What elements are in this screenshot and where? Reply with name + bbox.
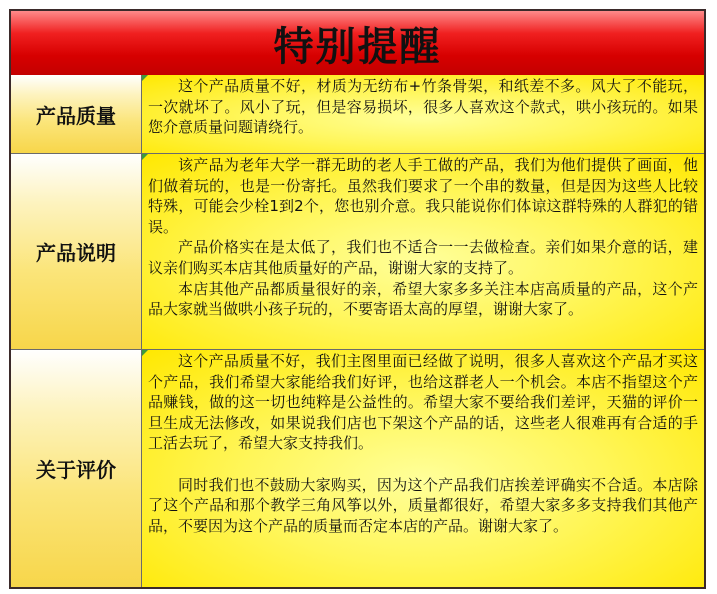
paragraph: 该产品为老年大学一群无助的老人手工做的产品，我们为他们提供了画面，他们做着玩的，也是一份寄托。虽然我们要求了一个串的数量，但是因为这些人比较特殊，可能会少栓1到2个，您也别介意。我只能说你们体谅这群特殊的人群犯的错误。 [148, 156, 698, 236]
section-label: 关于评价 [36, 458, 116, 482]
paragraph: 这个产品质量不好，材质为无纺布+竹条骨架，和纸差不多。风大了不能玩，一次就坏了。风小了玩，但是容易损坏，很多人喜欢这个款式，哄小孩玩的。如果您介意质量问题请绕行。 [148, 77, 698, 137]
section-product-quality [11, 75, 704, 154]
paragraph: 同时我们也不鼓励大家购买，因为这个产品我们店挨差评确实不合适。本店除了这个产品和那个教学三角风筝以外，质量都很好，希望大家多多支持我们其他产品，不要因为这个产品的质量而否定本店的产品。谢谢大家了。 [148, 475, 698, 535]
section-content [142, 350, 704, 587]
paragraph: 产品价格实在是太低了，我们也不适合一一去做检查。亲们如果介意的话，建议亲们购买本店其他质量好的产品，谢谢大家的支持了。 [148, 238, 698, 277]
section-label: 产品说明 [36, 241, 116, 265]
section-label-cell [11, 350, 142, 587]
notice-sheet [9, 9, 706, 589]
page-title: 特别提醒 [273, 23, 442, 70]
section-about-reviews [11, 350, 704, 587]
header-banner [11, 11, 704, 77]
paragraph: 本店其他产品都质量很好的亲，希望大家多多关注本店高质量的产品，这个产品大家就当做哄小孩子玩的，不要寄语太高的厚望，谢谢大家了。 [148, 279, 698, 319]
section-label: 产品质量 [36, 103, 116, 128]
paragraph: 这个产品质量不好，我们主图里面已经做了说明，很多人喜欢这个产品才买这个产品，我们希望大家能给我们好评，也给这群老人一个机会。本店不指望这个产品赚钱，做的这一切也纯粹是公益性的。希望大家不要给我们差评，天猫的评价一旦生成无法修改，如果说我们店也下架这个产品的话，这些老人很难再有合适的手工活去玩了，希望大家支持我们。 [148, 352, 698, 453]
section-content [142, 154, 704, 349]
paragraph-spacer [148, 454, 698, 475]
section-label-cell [11, 154, 142, 349]
section-product-description [11, 154, 704, 350]
section-label-cell [11, 75, 142, 153]
section-content [142, 75, 704, 153]
